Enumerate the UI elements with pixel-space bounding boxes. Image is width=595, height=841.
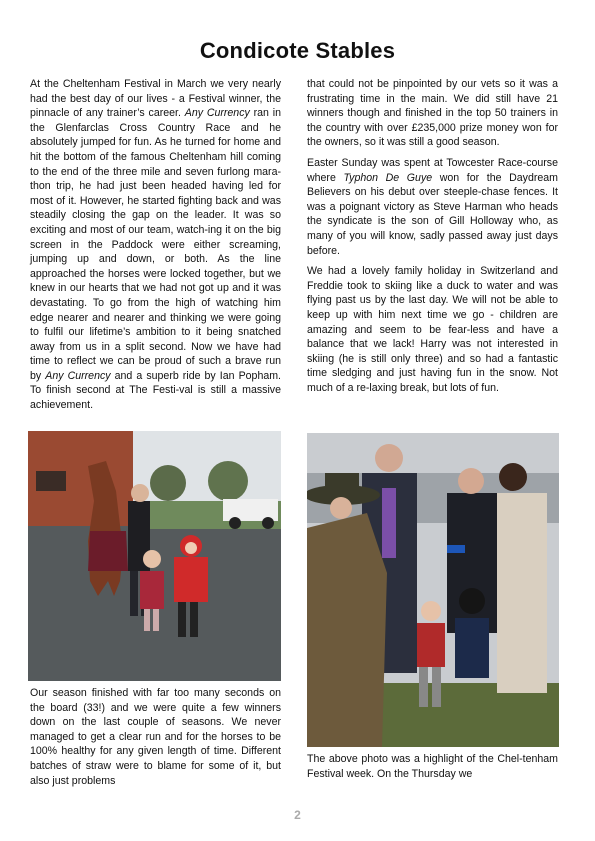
paragraph: The above photo was a highlight of the Chel-tenham Festival week. On the Thursday we xyxy=(307,753,558,780)
page-number: 2 xyxy=(294,808,301,822)
article-column-right-bottom xyxy=(307,752,558,787)
article-column-left-bottom xyxy=(30,686,281,794)
stable-yard-photo xyxy=(28,431,281,681)
horse-name: Any Currency xyxy=(45,369,111,382)
article-column-left-top xyxy=(30,77,281,419)
page-title: Condicote Stables xyxy=(199,38,396,63)
paragraph: We had a lovely family holiday in Switzerland and Freddie took to skiing like a duck to water and was flying past us by the last day. We will not be able to keep up with him next time we go - children are amazing and seem to be fear-less and have a balance that we lack! Harry was not interested in skiing (he is still only three) and so had a fantastic time sledging and just having fun in the snow. Not much of a re-laxing break, but lots of fun. xyxy=(307,265,558,394)
article-column-right-top xyxy=(307,77,558,401)
paragraph: At the Cheltenham Festival in March we very nearly had the best day of our lives - a Festival winner, the pinnacle of any trainer’s career. Any Currency ran in the Glenfarclas Cross Country Race and he absolutely jumped for fun. As he turned for home and hit the bottom of the famous Cheltenham hill coming to the end of the three mile and seven furlong mara-thon trip, he had just been headed having led for most of it. However, he started fighting back and was steadily closing the gap on the leader. It was so exciting and most of our team, watch-ing it on the big screen in the Paddock were either screaming, jumping up and down, or both. As the line approached the horses were locked together, but we knew in our hearts that we had not got up and it was devastating. To go from the high of watching him edge nearer and nearer and thinking we were going to fulfil our lifetime’s ambition to it being snatched away from us in a split second. Now we have had time to reflect we can be proud of such a brave run by Any Currency and a superb ride by Ian Popham. To finish second at The Festi-val is still a massive achievement. xyxy=(30,78,281,412)
paragraph: Our season finished with far too many seconds on the board (33!) and we were quite a few winners down on the last couple of seasons. We never managed to get a clear run and for the horses to be 100% healthy for any given length of time. Different batches of straw were to blame for some of it, but also just problems xyxy=(30,687,281,787)
cheltenham-interview-photo xyxy=(307,433,559,747)
horse-name: Typhon De Guye xyxy=(343,171,433,184)
paragraph: that could not be pinpointed by our vets so it was a frustrating time in the main. We did still have 21 winners though and finished in the top 50 trainers in the country with over £235,000 prize money won for the owners, so it was still a good season. xyxy=(307,78,558,149)
horse-name: Any Currency xyxy=(184,107,250,120)
paragraph: Easter Sunday was spent at Towcester Race-course where Typhon De Guye won for the Daydream Believers on his debut over steeple-chase fences. It was a poignant victory as Steve Harman who heads the syndicate is the son of Gill Holloway who, as many of you will know, sadly passed away just days before. xyxy=(307,156,559,257)
